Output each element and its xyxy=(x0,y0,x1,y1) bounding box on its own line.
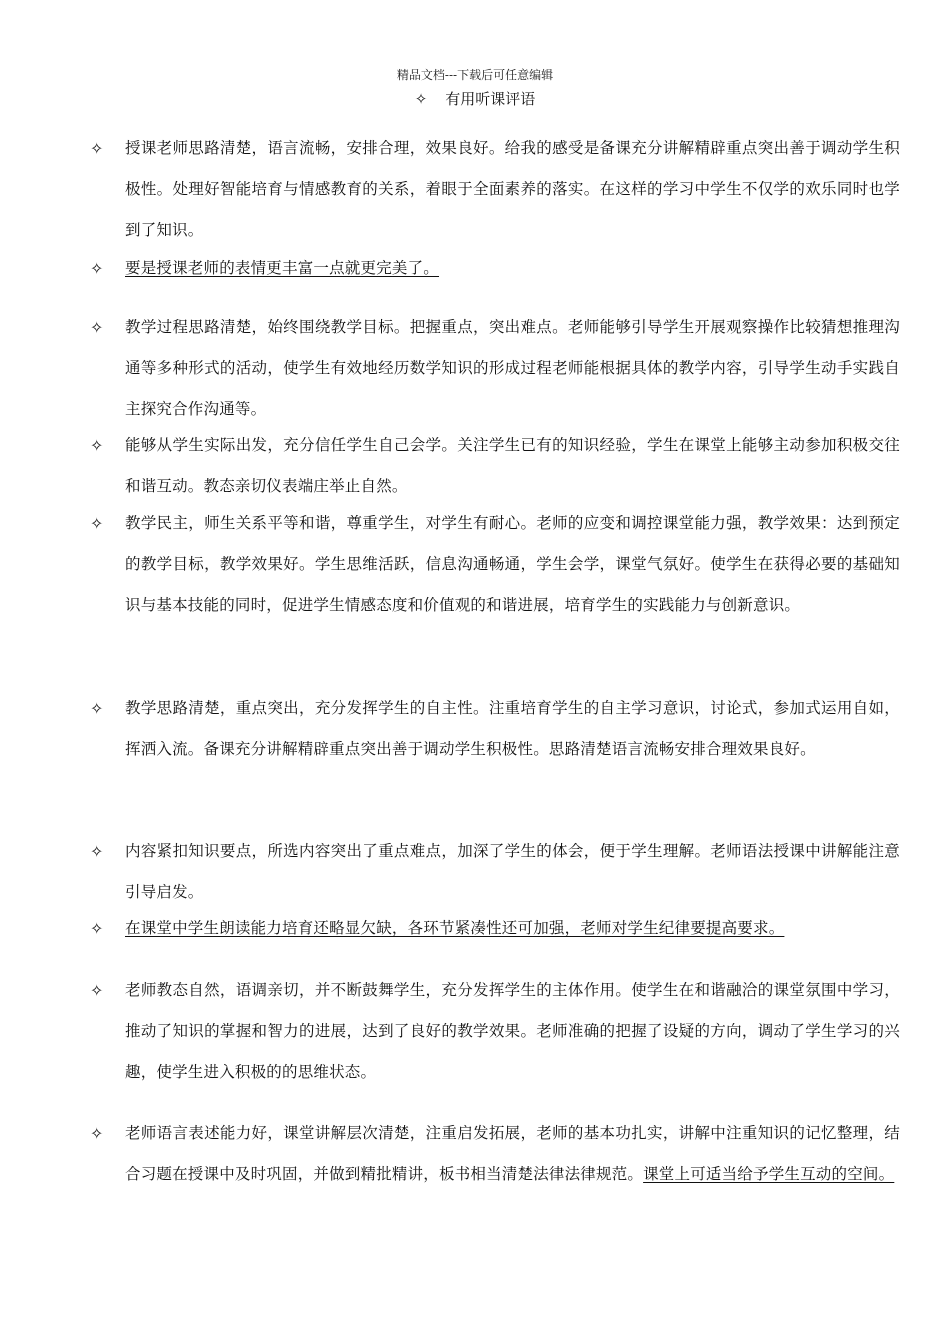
list-item-text xyxy=(125,307,900,430)
list-item-text xyxy=(125,970,900,1093)
list-item-text xyxy=(125,248,900,289)
diamond-star-icon: ✧ xyxy=(90,514,104,533)
item-body: 老师教态自然，语调亲切，并不断鼓舞学生，充分发挥学生的主体作用。使学生在和谐融洽的课堂氛围中学习，推动了知识的掌握和智力的进展，达到了良好的教学效果。老师准确的把握了设疑的方向，调动了学生学习的兴趣，使学生进入积极的的思维状态。 xyxy=(125,981,900,1081)
diamond-star-icon: ✧ xyxy=(90,919,104,938)
page-header-note: 精品文档---下载后可任意编辑 xyxy=(396,68,554,82)
list-item xyxy=(90,1113,900,1195)
diamond-star-icon: ✧ xyxy=(90,318,104,337)
list-item xyxy=(90,248,900,289)
diamond-star-icon: ✧ xyxy=(90,436,104,455)
diamond-star-icon: ✧ xyxy=(90,259,104,278)
list-item-text xyxy=(125,831,900,913)
list-item xyxy=(90,831,900,913)
diamond-star-icon: ✧ xyxy=(90,981,104,1000)
item-body: 内容紧扣知识要点，所选内容突出了重点难点，加深了学生的体会，便于学生理解。老师语法授课中讲解能注意引导启发。 xyxy=(125,842,900,901)
item-underlined-remark: 课堂上可适当给予学生互动的空间。 xyxy=(643,1165,895,1183)
diamond-star-icon: ✧ xyxy=(90,1124,104,1143)
diamond-star-icon: ✧ xyxy=(90,842,104,861)
page-title-text: 有用听课评语 xyxy=(445,90,536,108)
list-item xyxy=(90,908,900,949)
item-body: 能够从学生实际出发，充分信任学生自己会学。关注学生已有的知识经验，学生在课堂上能够主动参加积极交往和谐互动。教态亲切仪表端庄举止自然。 xyxy=(125,436,900,495)
page-title xyxy=(0,88,950,109)
item-body: 授课老师思路清楚，语言流畅，安排合理，效果良好。给我的感受是备课充分讲解精辟重点突出善于调动学生积极性。处理好智能培育与情感教育的关系，着眼于全面素养的落实。在这样的学习中学生不仅学的欢乐同时也学到了知识。 xyxy=(125,139,900,239)
item-underlined-remark: 在课堂中学生朗读能力培育还略显欠缺，各环节紧凑性还可加强，老师对学生纪律要提高要求。 xyxy=(125,919,785,937)
list-item xyxy=(90,307,900,430)
list-item xyxy=(90,128,900,251)
list-item-text xyxy=(125,128,900,251)
item-body: 教学思路清楚，重点突出，充分发挥学生的自主性。注重培育学生的自主学习意识，讨论式，参加式运用自如，挥洒入流。备课充分讲解精辟重点突出善于调动学生积极性。思路清楚语言流畅安排合理效果良好。 xyxy=(125,699,900,758)
list-item-text xyxy=(125,503,900,626)
item-body: 教学民主，师生关系平等和谐，尊重学生，对学生有耐心。老师的应变和调控课堂能力强，教学效果：达到预定的教学目标，教学效果好。学生思维活跃，信息沟通畅通，学生会学，课堂气氛好。使学生在获得必要的基础知识与基本技能的同时，促进学生情感态度和价值观的和谐进展，培育学生的实践能力与创新意识。 xyxy=(125,514,900,614)
list-item-text xyxy=(125,1113,900,1195)
list-item-text xyxy=(125,908,900,949)
diamond-star-icon: ✧ xyxy=(414,90,428,108)
item-body: 教学过程思路清楚，始终围绕教学目标。把握重点，突出难点。老师能够引导学生开展观察操作比较猜想推理沟通等多种形式的活动，使学生有效地经历数学知识的形成过程老师能根据具体的教学内容，引导学生动手实践自主探究合作沟通等。 xyxy=(125,318,900,418)
list-item-text xyxy=(125,688,900,770)
list-item-text xyxy=(125,425,900,507)
list-item xyxy=(90,503,900,626)
diamond-star-icon: ✧ xyxy=(90,699,104,718)
item-body: 老师语言表述能力好，课堂讲解层次清楚，注重启发拓展，老师的基本功扎实，讲解中注重知识的记忆整理，结合习题在授课中及时巩固，并做到精批精讲，板书相当清楚法律法律规范。 xyxy=(125,1124,900,1183)
list-item xyxy=(90,970,900,1093)
diamond-star-icon: ✧ xyxy=(90,139,104,158)
list-item xyxy=(90,688,900,770)
item-underlined-remark: 要是授课老师的表情更丰富一点就更完美了。 xyxy=(125,259,440,277)
list-item xyxy=(90,425,900,507)
